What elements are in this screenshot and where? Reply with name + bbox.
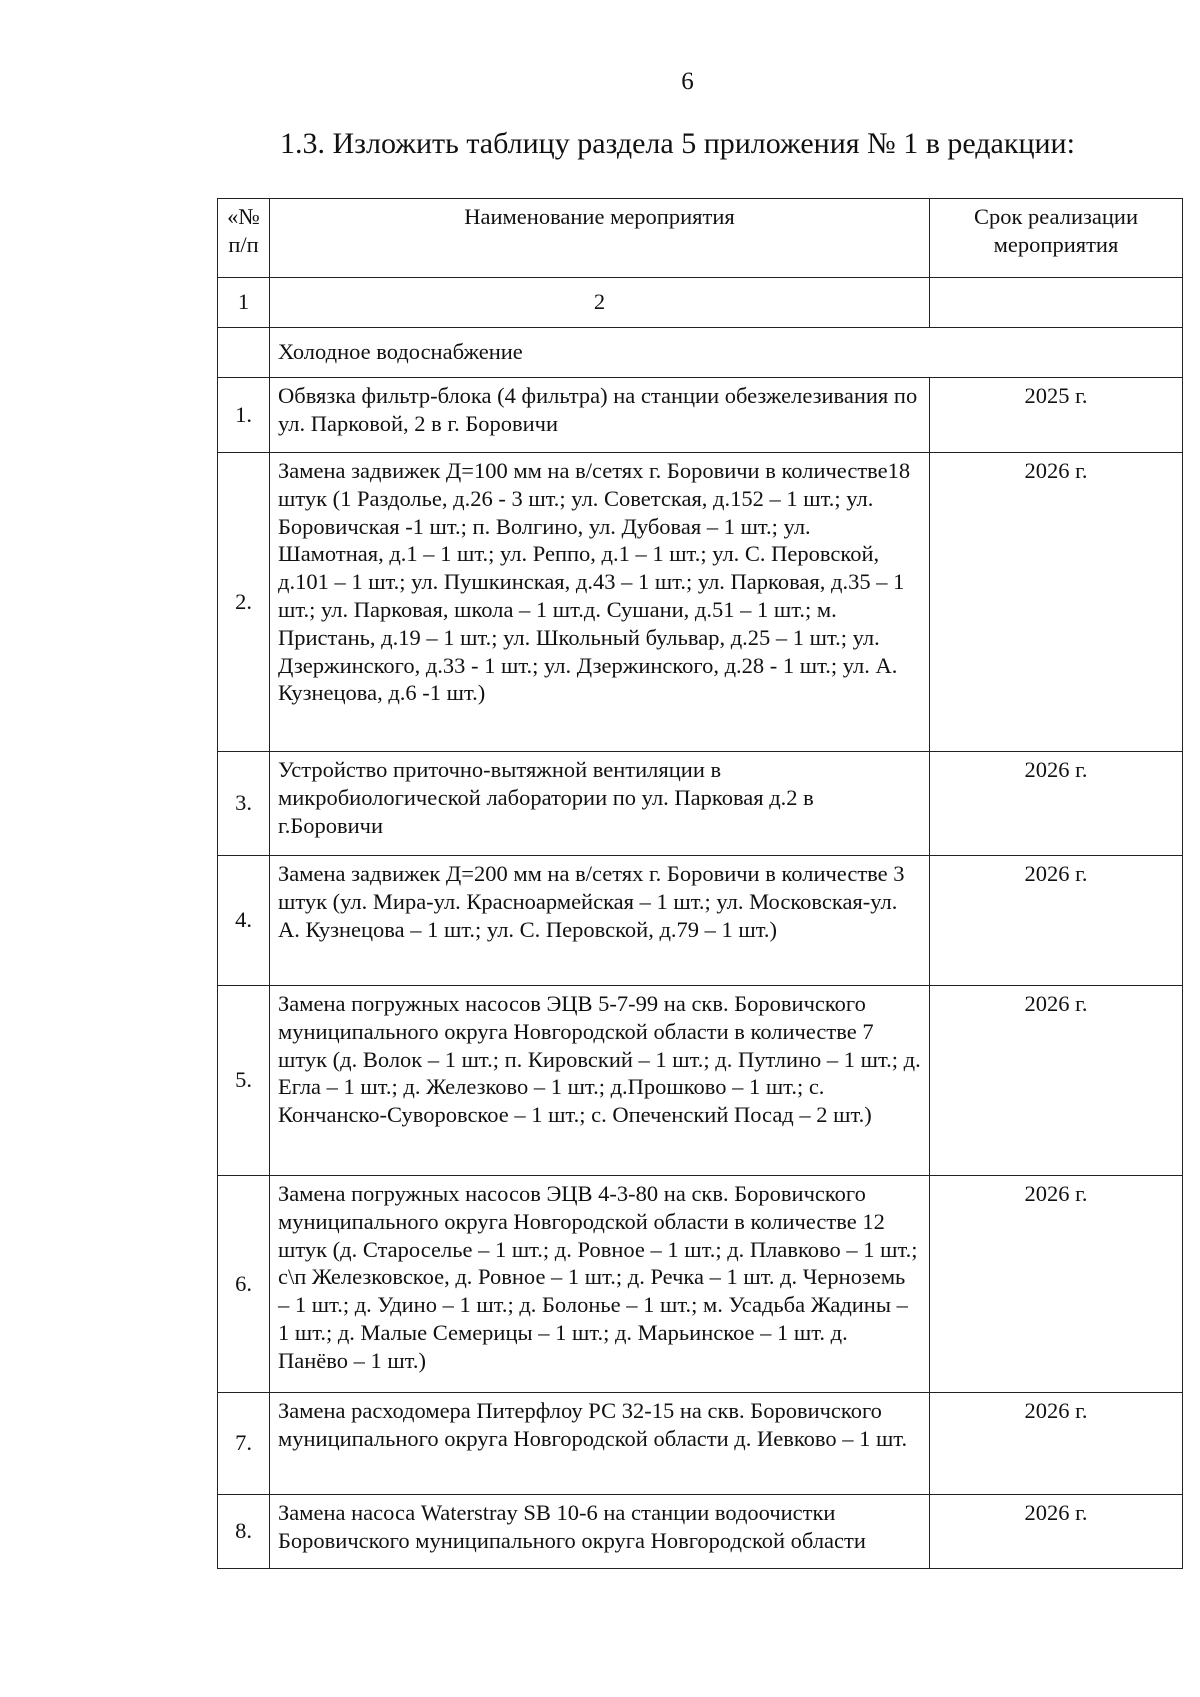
- table-row: [218, 1495, 1183, 1569]
- row-name: Устройство приточно-вытяжной вентиляции в микробиологической лаборатории по ул. Парковая д.2 в г.Боровичи: [270, 752, 930, 856]
- row-name: Замена погружных насосов ЭЦВ 5-7-99 на скв. Боровичского муниципального округа Новгородской области в количестве 7 штук (д. Волок – 1 шт.; п. Кировский – 1 шт.; д. Путлино – 1 шт.; д. Егла – 1 шт.; д. Железково – 1 шт.; д.Прошково – 1 шт.; с. Кончанско-Суворовское – 1 шт.; с. Опеченский Посад – 2 шт.): [270, 986, 930, 1176]
- header-num: «№ п/п: [218, 199, 270, 278]
- row-num: 6.: [218, 1176, 270, 1393]
- row-name: Замена насоса Waterstray SB 10-6 на станции водоочистки Боровичского муниципального округа Новгородской области: [270, 1495, 930, 1569]
- row-term: 2025 г.: [930, 378, 1183, 453]
- row-num: 8.: [218, 1495, 270, 1569]
- row-name: Замена задвижек Д=200 мм на в/сетях г. Боровичи в количестве 3 штук (ул. Мира-ул. Красноармейская – 1 шт.; ул. Московская-ул. А. Кузнецова – 1 шт.; ул. С. Перовской, д.79 – 1 шт.): [270, 856, 930, 986]
- table-row: [218, 1393, 1183, 1495]
- index-num: 1: [218, 278, 270, 328]
- section-title: Холодное водоснабжение: [270, 328, 1183, 378]
- row-num: 5.: [218, 986, 270, 1176]
- row-name: Замена расходомера Питерфлоу РС 32-15 на скв. Боровичского муниципального округа Новгородской области д. Иевково – 1 шт.: [270, 1393, 930, 1495]
- row-name: Замена задвижек Д=100 мм на в/сетях г. Боровичи в количестве18 штук (1 Раздолье, д.26 - 3 шт.; ул. Советская, д.152 – 1 шт.; ул. Боровичская -1 шт.; п. Волгино, ул. Дубовая – 1 шт.; ул. Шамотная, д.1 – 1 шт.; ул. Реппо, д.1 – 1 шт.; ул. С. Перовской, д.101 – 1 шт.; ул. Пушкинская, д.43 – 1 шт.; ул. Парковая, д.35 – 1 шт.; ул. Парковая, школа – 1 шт.д. Сушани, д.51 – 1 шт.; м. Пристань, д.19 – 1 шт.; ул. Школьный бульвар, д.25 – 1 шт.; ул. Дзержинского, д.33 - 1 шт.; ул. Дзержинского, д.28 - 1 шт.; ул. А. Кузнецова, д.6 -1 шт.): [270, 453, 930, 752]
- table-row: [218, 986, 1183, 1176]
- row-num: 4.: [218, 856, 270, 986]
- document-heading: 1.3. Изложить таблицу раздела 5 приложения № 1 в редакции:: [280, 127, 1075, 160]
- page-number: 6: [681, 68, 694, 95]
- row-num: 2.: [218, 453, 270, 752]
- table-header-row: [218, 199, 1183, 278]
- header-name: Наименование мероприятия: [270, 199, 930, 278]
- row-term: 2026 г.: [930, 752, 1183, 856]
- row-num: 3.: [218, 752, 270, 856]
- section-row: [218, 328, 1183, 378]
- column-index-row: [218, 278, 1183, 328]
- row-num: 1.: [218, 378, 270, 453]
- row-term: 2026 г.: [930, 1495, 1183, 1569]
- table-row: [218, 453, 1183, 752]
- row-term: 2026 г.: [930, 986, 1183, 1176]
- row-term: 2026 г.: [930, 453, 1183, 752]
- header-term: Срок реализации мероприятия: [930, 199, 1183, 278]
- table-row: [218, 752, 1183, 856]
- section-num-empty: [218, 328, 270, 378]
- table-row: [218, 856, 1183, 986]
- row-term: 2026 г.: [930, 1176, 1183, 1393]
- index-term: [930, 278, 1183, 328]
- index-name: 2: [270, 278, 930, 328]
- row-term: 2026 г.: [930, 856, 1183, 986]
- row-name: Обвязка фильтр-блока (4 фильтра) на станции обезжелезивания по ул. Парковой, 2 в г. Боровичи: [270, 378, 930, 453]
- measures-table: [217, 198, 1183, 1569]
- row-name: Замена погружных насосов ЭЦВ 4-3-80 на скв. Боровичского муниципального округа Новгородской области в количестве 12 штук (д. Староселье – 1 шт.; д. Ровное – 1 шт.; д. Плавково – 1 шт.; с\п Железковское, д. Ровное – 1 шт.; д. Речка – 1 шт. д. Черноземь – 1 шт.; д. Удино – 1 шт.; д. Болонье – 1 шт.; м. Усадьба Жадины – 1 шт.; д. Малые Семерицы – 1 шт.; д. Марьинское – 1 шт. д. Панёво – 1 шт.): [270, 1176, 930, 1393]
- row-num: 7.: [218, 1393, 270, 1495]
- row-term: 2026 г.: [930, 1393, 1183, 1495]
- table-row: [218, 378, 1183, 453]
- table-row: [218, 1176, 1183, 1393]
